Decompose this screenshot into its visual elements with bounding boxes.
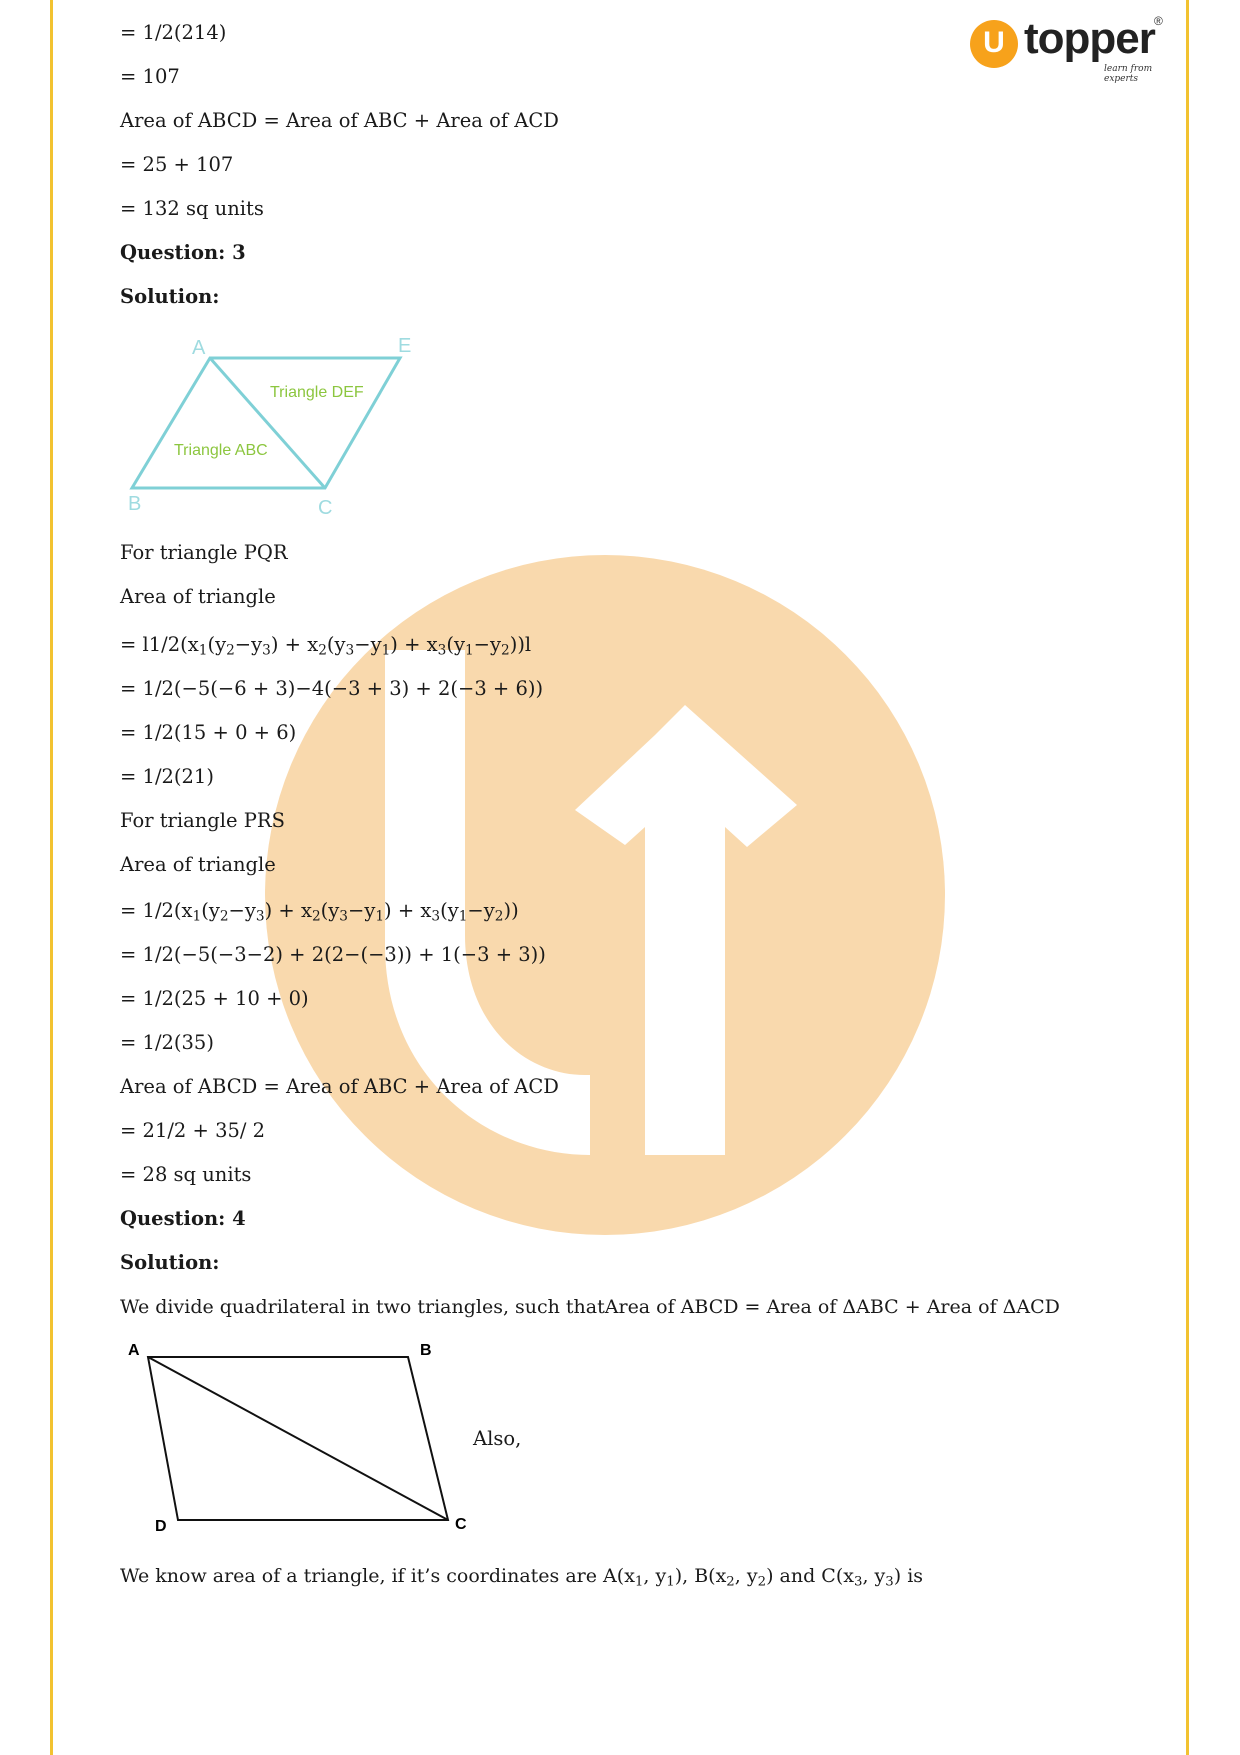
text-line: = 25 + 107 [120,153,234,176]
label-e: E [398,335,412,357]
diagonal-ac [148,1357,448,1520]
text-line: = 1/2(25 + 10 + 0) [120,987,309,1010]
text-line: For triangle PRS [120,809,285,832]
formula-pqr: = $l1/2(x_1(y_2-y_3) + x_2(y_3-y_1) + x_3(y_1-y_2))l$ [120,633,532,659]
label-c: C [318,497,333,519]
question-heading: Question: 4 [120,1207,246,1230]
label-triangle-abc: Triangle ABC [174,442,268,459]
logo-mark-icon: U [970,20,1018,68]
page-border-right [1186,0,1189,1755]
text-line: = 132 sq units [120,197,264,220]
formula-prs: = $1/2(x_1(y_2-y_3) + x_2(y_3-y_1) + x_3(y_1-y_2))$ [120,899,519,925]
label-a: A [192,337,206,359]
text-line: = 1/2(21) [120,765,214,788]
text-line: Area of ABCD = Area of ABC + Area of ACD [120,1075,559,1098]
label-b: B [128,493,142,515]
label-c: C [455,1516,467,1533]
figure-parallelogram-abce [120,330,420,520]
text-line: Area of ABCD = Area of ABC + Area of ACD [120,109,559,132]
text-line: = 107 [120,65,180,88]
question-heading: Question: 3 [120,241,246,264]
text-line: = 28 sq units [120,1163,252,1186]
text-line: = 1/2(−5(−3−2) + 2(2−(−3)) + 1(−3 + 3)) [120,943,546,966]
coordinates-sentence: We know area of a triangle, if it’s coordinates are $A(x_1$, $y_1$), $B(x_2$, $y_2$) and $C(x_3$, $y_3$) is [120,1565,924,1590]
figure-quadrilateral-abcd [120,1335,480,1535]
text-line: We divide quadrilateral in two triangles, such thatArea of ABCD = Area of ΔABC + Area of ΔACD [120,1296,1060,1318]
text-line: Area of triangle [120,853,276,876]
label-triangle-def: Triangle DEF [270,384,364,401]
text-line: Area of triangle [120,585,276,608]
label-a: A [128,1342,140,1359]
text-also: Also, [473,1427,522,1450]
logo-tagline: learn from experts [1104,64,1153,84]
solution-heading: Solution: [120,285,220,308]
text-line: For triangle PQR [120,541,288,564]
text-line: = 1/2(214) [120,21,227,44]
text-line: = 21/2 + 35/ 2 [120,1119,266,1142]
text-line: = 1/2(35) [120,1031,214,1054]
logo-wordmark: topper [1024,14,1155,63]
solution-heading: Solution: [120,1251,220,1274]
diagonal-ac [210,358,325,488]
text-line: = 1/2(−5(−6 + 3)−4(−3 + 3) + 2(−3 + 6)) [120,677,544,700]
topper-logo [970,14,1170,84]
label-d: D [155,1518,167,1535]
page-border-left [50,0,53,1755]
text-line: = 1/2(15 + 0 + 6) [120,721,297,744]
logo-registered: ® [1154,14,1163,28]
label-b: B [420,1342,432,1359]
